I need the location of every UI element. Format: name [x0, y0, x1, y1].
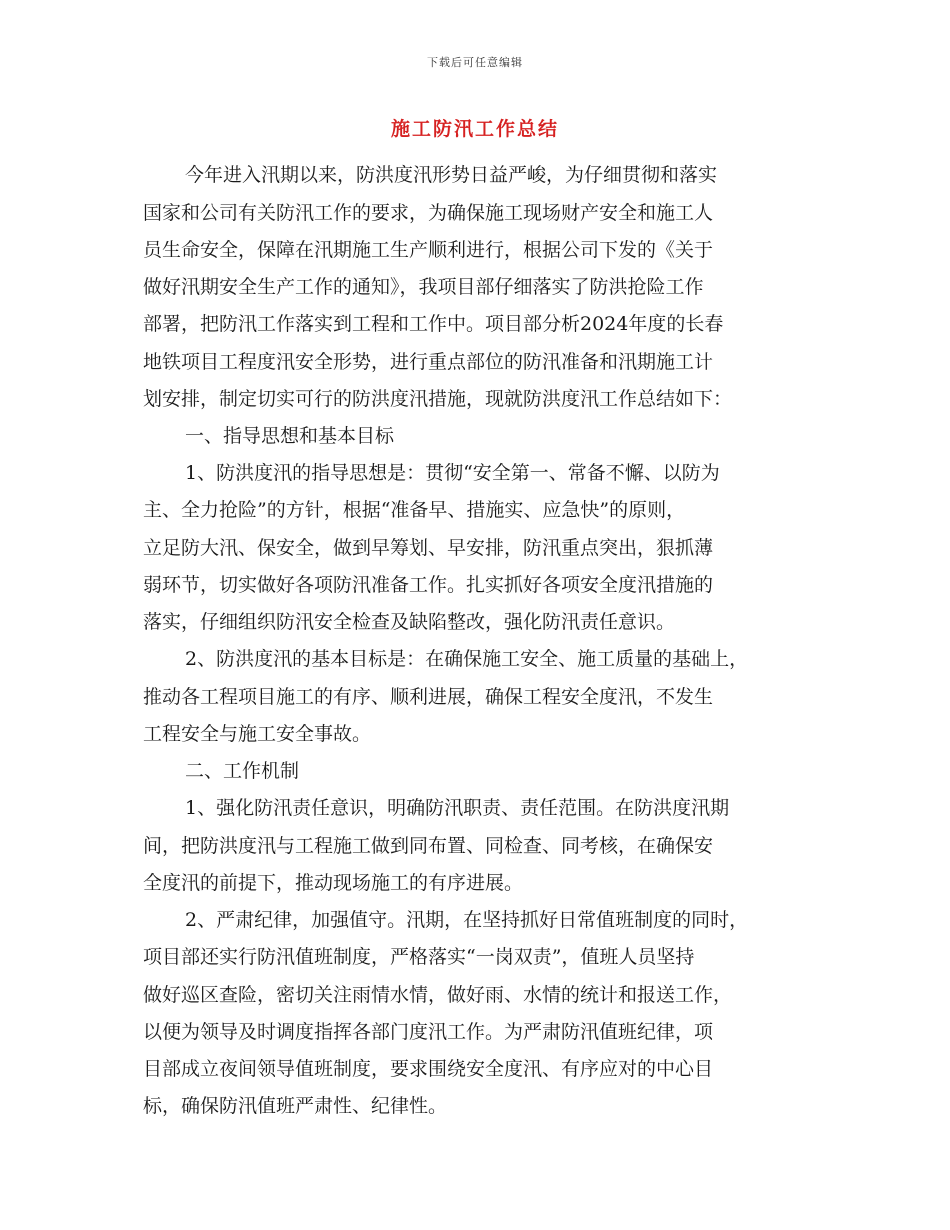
paragraph-line: 2、防洪度汛的基本目标是：在确保施工安全、施工质量的基础上， [185, 648, 749, 670]
paragraph-line: 地铁项目工程度汛安全形势，进行重点部位的防汛准备和汛期施工计 [143, 351, 714, 373]
paragraph-line: 1、防洪度汛的指导思想是：贯彻“安全第一、常备不懈、以防为 [185, 462, 720, 484]
paragraph-line: 以便为领导及时调度指挥各部门度汛工作。为严肃防汛值班纪律，项 [143, 1021, 714, 1043]
page-header-note: 下载后可任意编辑 [427, 56, 523, 69]
paragraph-line: 工程安全与施工安全事故。 [143, 723, 372, 745]
paragraph-line: 推动各工程项目施工的有序、顺利进展，确保工程安全度汛，不发生 [143, 686, 714, 708]
paragraph-line: 划安排，制定切实可行的防洪度汛措施，现就防洪度汛工作总结如下： [143, 388, 733, 410]
section-heading: 二、工作机制 [185, 760, 300, 782]
paragraph-line: 1、强化防汛责任意识，明确防汛职责、责任范围。在防洪度汛期 [185, 797, 730, 819]
paragraph-line: 国家和公司有关防汛工作的要求，为确保施工现场财产安全和施工人 [143, 202, 714, 224]
paragraph-line: 弱环节，切实做好各项防汛准备工作。扎实抓好各项安全度汛措施的 [143, 574, 714, 596]
paragraph-line: 落实，仔细组织防汛安全检查及缺陷整改，强化防汛责任意识。 [143, 611, 676, 633]
paragraph-line: 做好汛期安全生产工作的通知》，我项目部仔细落实了防洪抢险工作 [143, 276, 704, 298]
paragraph-line: 主、全力抢险”的方针，根据“准备早、措施实、应急快”的原则， [143, 499, 686, 521]
paragraph-line: 2、严肃纪律，加强值守。汛期，在坚持抓好日常值班制度的同时， [185, 909, 749, 931]
paragraph-line: 间，把防洪度汛与工程施工做到同布置、同检查、同考核，在确保安 [143, 835, 714, 857]
paragraph-line: 做好巡区查险，密切关注雨情水情，做好雨、水情的统计和报送工作， [143, 984, 733, 1006]
paragraph-line: 目部成立夜间领导值班制度，要求围绕安全度汛、有序应对的中心目 [143, 1058, 714, 1080]
paragraph-line: 全度汛的前提下，推动现场施工的有序进展。 [143, 872, 524, 894]
paragraph-line: 立足防大汛、保安全，做到早筹划、早安排，防汛重点突出，狠抓薄 [143, 537, 714, 559]
paragraph-line: 今年进入汛期以来，防洪度汛形势日益严峻，为仔细贯彻和落实 [185, 164, 718, 186]
document-title: 施工防汛工作总结 [390, 118, 559, 140]
paragraph-line: 部署，把防汛工作落实到工程和工作中。项目部分析2024年度的长春 [143, 313, 724, 335]
section-heading: 一、指导思想和基本目标 [185, 425, 395, 447]
paragraph-line: 员生命安全，保障在汛期施工生产顺利进行，根据公司下发的《关于 [143, 239, 714, 261]
paragraph-line: 标，确保防汛值班严肃性、纪律性。 [143, 1095, 448, 1117]
paragraph-line: 项目部还实行防汛值班制度，严格落实“一岗双责”，值班人员坚持 [143, 946, 695, 968]
